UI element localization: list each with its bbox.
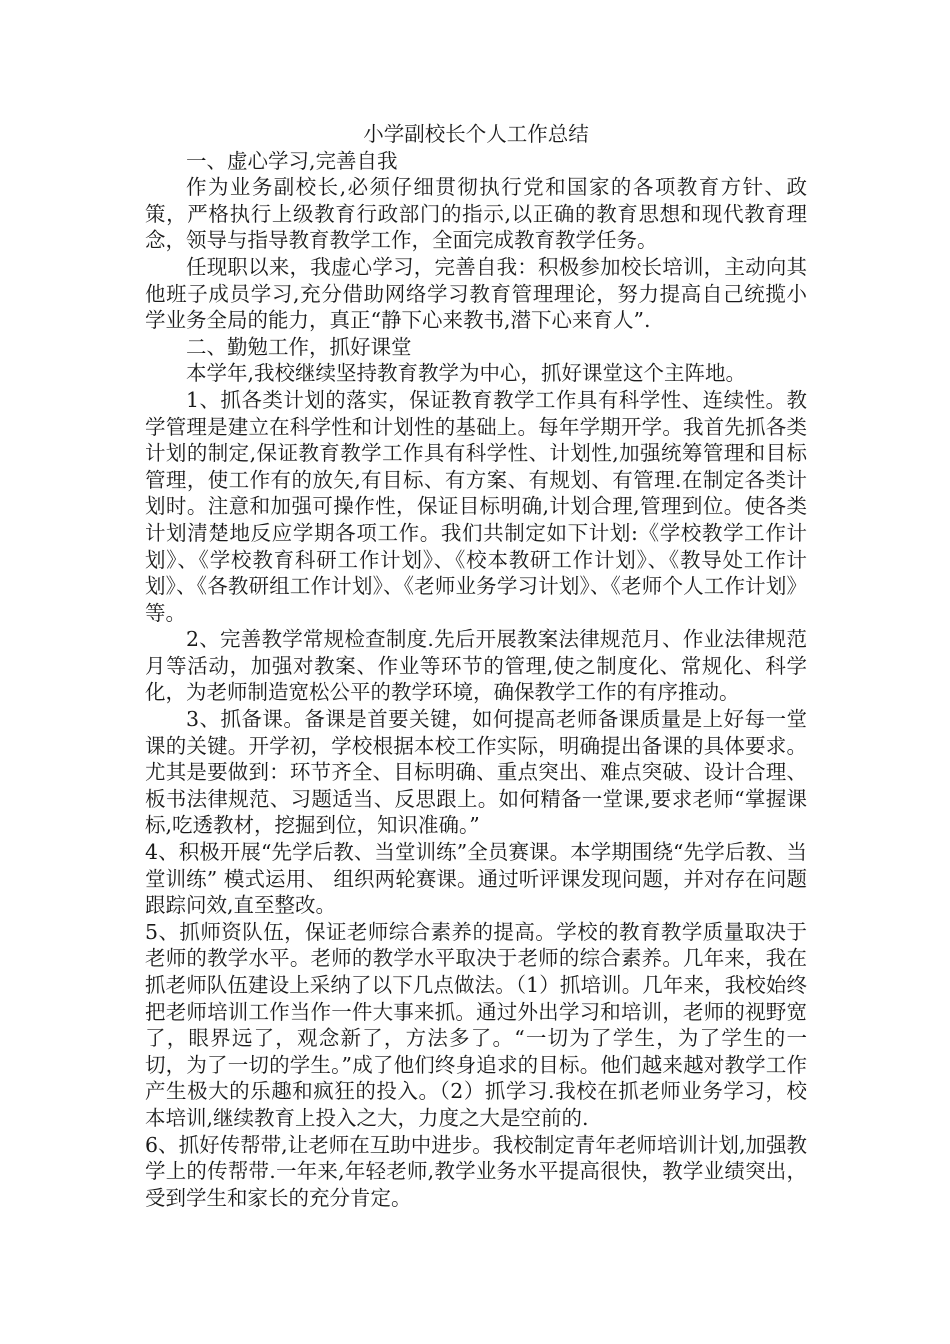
- section-heading-1: 一、虚心学习,完善自我: [186, 148, 398, 173]
- paragraph-9: 6、抓好传帮带,让老师在互助中进步。我校制定青年老师培训计划,加强教学上的传帮带.一年来,年轻老师,教学业务水平提高很快，教学业绩突出，受到学生和家长的充分肯定。: [145, 1132, 807, 1210]
- paragraph-4: 1、抓各类计划的落实，保证教育教学工作具有科学性、连续性。教学管理是建立在科学性和计划性的基础上。每年学期开学。我首先抓各类计划的制定,保证教育教学工作具有科学性、计划性,加强统筹管理和目标管理，使工作有的放矢,有目标、有方案、有规划、有管理.在制定各类计划时。注意和加强可操作性，保证目标明确,计划合理,管理到位。使各类计划清楚地反应学期各项工作。我们共制定如下计划:《学校教学工作计划》、《学校教育科研工作计划》、《校本教研工作计划》、《教导处工作计划》、《各教研组工作计划》、《老师业务学习计划》、《老师个人工作计划》等。: [145, 387, 807, 625]
- document-page: [145, 121, 807, 1211]
- paragraph-6: 3、抓备课。备课是首要关键，如何提高老师备课质量是上好每一堂课的关键。开学初，学校根据本校工作实际，明确提出备课的具体要求。尤其是要做到：环节齐全、目标明确、重点突出、难点突破、设计合理、板书法律规范、习题适当、反思跟上。如何精备一堂课,要求老师“掌握课标,吃透教材，挖掘到位，知识准确。”: [145, 707, 807, 838]
- document-title: 小学副校长个人工作总结: [363, 122, 589, 146]
- section-heading-2: 二、勤勉工作，抓好课堂: [186, 334, 412, 359]
- paragraph-1: 作为业务副校长,必须仔细贯彻执行党和国家的各项教育方针、政策，严格执行上级教育行政部门的指示,以正确的教育思想和现代教育理念，领导与指导教育教学工作，全面完成教育教学任务。: [145, 175, 807, 253]
- paragraph-5: 2、完善教学常规检查制度.先后开展教案法律规范月、作业法律规范月等活动，加强对教案、作业等环节的管理,使之制度化、常规化、科学化，为老师制造宽松公平的教学环境，确保教学工作的有序推动。: [145, 627, 807, 705]
- paragraph-2: 任现职以来，我虚心学习，完善自我：积极参加校长培训，主动向其他班子成员学习,充分借助网络学习教育管理理论，努力提高自己统揽小学业务全局的能力，真正“静下心来教书,潜下心来育人”.: [145, 254, 807, 333]
- paragraph-7: 4、积极开展“先学后教、当堂训练”全员赛课。本学期围绕“先学后教、当堂训练” 模式运用、 组织两轮赛课。通过听评课发现问题，并对存在问题跟踪问效,直至整改。: [145, 840, 807, 918]
- paragraph-8: 5、抓师资队伍，保证老师综合素养的提高。学校的教育教学质量取决于老师的教学水平。老师的教学水平取决于老师的综合素养。几年来，我在抓老师队伍建设上采纳了以下几点做法。（1）抓培训。几年来，我校始终把老师培训工作当作一件大事来抓。通过外出学习和培训，老师的视野宽了，眼界远了，观念新了，方法多了。“一切为了学生，为了学生的一切，为了一切的学生。”成了他们终身追求的目标。他们越来越对教学工作产生极大的乐趣和疯狂的投入。（2）抓学习.我校在抓老师业务学习，校本培训,继续教育上投入之大，力度之大是空前的.: [145, 919, 807, 1130]
- paragraph-3: 本学年,我校继续坚持教育教学为中心，抓好课堂这个主阵地。: [186, 361, 747, 386]
